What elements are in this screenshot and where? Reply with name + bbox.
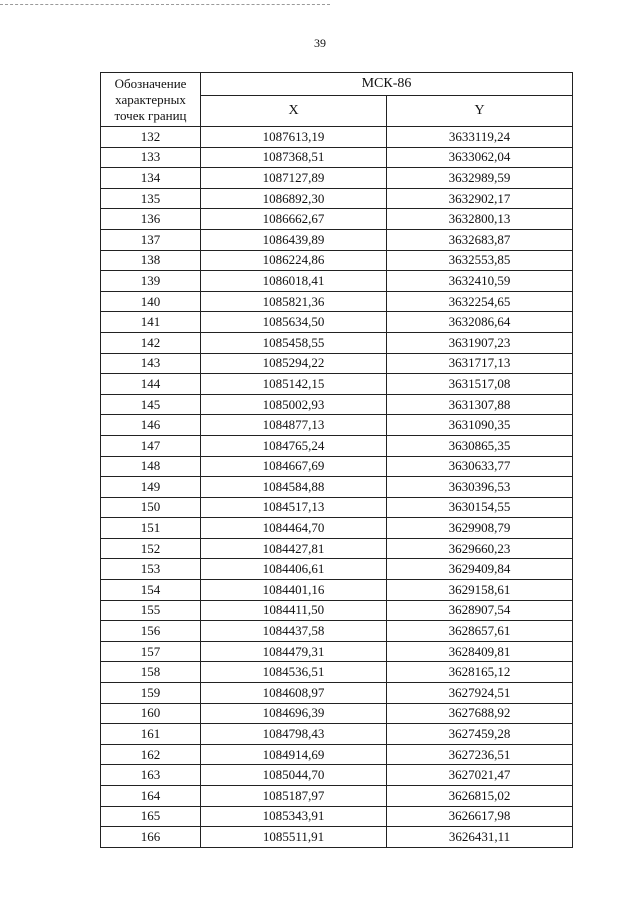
point-id-cell: 166 xyxy=(101,827,201,848)
point-id-cell: 144 xyxy=(101,374,201,395)
x-cell: 1085458,55 xyxy=(201,332,387,353)
x-cell: 1084464,70 xyxy=(201,518,387,539)
point-label-header: Обозначение характерных точек границ xyxy=(101,73,201,127)
y-cell: 3631307,88 xyxy=(387,394,573,415)
table-row xyxy=(101,477,573,498)
table-row xyxy=(101,621,573,642)
y-cell: 3631907,23 xyxy=(387,332,573,353)
x-cell: 1084437,58 xyxy=(201,621,387,642)
page-number: 39 xyxy=(314,36,326,50)
x-cell: 1084401,16 xyxy=(201,580,387,601)
x-cell: 1084877,13 xyxy=(201,415,387,436)
table-row xyxy=(101,209,573,230)
x-cell: 1087613,19 xyxy=(201,127,387,148)
x-cell: 1086662,67 xyxy=(201,209,387,230)
x-cell: 1084536,51 xyxy=(201,662,387,683)
table-row xyxy=(101,806,573,827)
table-row xyxy=(101,394,573,415)
table-row xyxy=(101,683,573,704)
x-cell: 1085142,15 xyxy=(201,374,387,395)
x-cell: 1084406,61 xyxy=(201,559,387,580)
point-id-cell: 139 xyxy=(101,271,201,292)
table-row xyxy=(101,435,573,456)
table-row xyxy=(101,641,573,662)
y-cell: 3628165,12 xyxy=(387,662,573,683)
point-id-cell: 143 xyxy=(101,353,201,374)
x-cell: 1085511,91 xyxy=(201,827,387,848)
table-row xyxy=(101,827,573,848)
table-row xyxy=(101,497,573,518)
x-cell: 1085821,36 xyxy=(201,291,387,312)
y-cell: 3632553,85 xyxy=(387,250,573,271)
table-row xyxy=(101,312,573,333)
table-row xyxy=(101,353,573,374)
y-cell: 3630633,77 xyxy=(387,456,573,477)
point-id-cell: 163 xyxy=(101,765,201,786)
point-id-cell: 140 xyxy=(101,291,201,312)
table-row xyxy=(101,518,573,539)
y-cell: 3632086,64 xyxy=(387,312,573,333)
point-id-cell: 158 xyxy=(101,662,201,683)
table-row xyxy=(101,538,573,559)
x-cell: 1084765,24 xyxy=(201,435,387,456)
y-cell: 3626431,11 xyxy=(387,827,573,848)
y-cell: 3631090,35 xyxy=(387,415,573,436)
y-cell: 3629409,84 xyxy=(387,559,573,580)
table-row xyxy=(101,332,573,353)
y-cell: 3629158,61 xyxy=(387,580,573,601)
table-row xyxy=(101,600,573,621)
table-row xyxy=(101,188,573,209)
y-cell: 3632800,13 xyxy=(387,209,573,230)
y-cell: 3627688,92 xyxy=(387,703,573,724)
y-cell: 3626617,98 xyxy=(387,806,573,827)
x-cell: 1084479,31 xyxy=(201,641,387,662)
table-row xyxy=(101,291,573,312)
y-cell: 3629660,23 xyxy=(387,538,573,559)
x-cell: 1084914,69 xyxy=(201,744,387,765)
x-cell: 1085634,50 xyxy=(201,312,387,333)
y-cell: 3631717,13 xyxy=(387,353,573,374)
table-row xyxy=(101,786,573,807)
x-cell: 1084608,97 xyxy=(201,683,387,704)
y-cell: 3628657,61 xyxy=(387,621,573,642)
coordinates-table xyxy=(100,72,573,848)
point-id-cell: 154 xyxy=(101,580,201,601)
y-cell: 3632902,17 xyxy=(387,188,573,209)
x-cell: 1087127,89 xyxy=(201,168,387,189)
y-cell: 3632989,59 xyxy=(387,168,573,189)
point-id-cell: 136 xyxy=(101,209,201,230)
point-id-cell: 134 xyxy=(101,168,201,189)
point-id-cell: 145 xyxy=(101,394,201,415)
point-id-cell: 164 xyxy=(101,786,201,807)
x-cell: 1086439,89 xyxy=(201,229,387,250)
point-id-cell: 161 xyxy=(101,724,201,745)
y-cell: 3630154,55 xyxy=(387,497,573,518)
table-row xyxy=(101,580,573,601)
table-row xyxy=(101,703,573,724)
table-row xyxy=(101,271,573,292)
x-cell: 1085044,70 xyxy=(201,765,387,786)
x-cell: 1085187,97 xyxy=(201,786,387,807)
x-cell: 1085002,93 xyxy=(201,394,387,415)
table-row xyxy=(101,168,573,189)
y-cell: 3627021,47 xyxy=(387,765,573,786)
table-row xyxy=(101,147,573,168)
point-id-cell: 155 xyxy=(101,600,201,621)
x-cell: 1084667,69 xyxy=(201,456,387,477)
coordinate-system-header: МСК-86 xyxy=(201,73,573,96)
y-cell: 3627924,51 xyxy=(387,683,573,704)
table-row xyxy=(101,724,573,745)
point-id-cell: 146 xyxy=(101,415,201,436)
table-row xyxy=(101,250,573,271)
table-row xyxy=(101,744,573,765)
table-row xyxy=(101,765,573,786)
table-row xyxy=(101,127,573,148)
x-cell: 1084696,39 xyxy=(201,703,387,724)
point-id-cell: 151 xyxy=(101,518,201,539)
point-id-cell: 157 xyxy=(101,641,201,662)
y-cell: 3628409,81 xyxy=(387,641,573,662)
table-row xyxy=(101,415,573,436)
x-cell: 1086018,41 xyxy=(201,271,387,292)
x-cell: 1086892,30 xyxy=(201,188,387,209)
y-cell: 3629908,79 xyxy=(387,518,573,539)
y-cell: 3632410,59 xyxy=(387,271,573,292)
y-cell: 3627459,28 xyxy=(387,724,573,745)
table-row xyxy=(101,229,573,250)
y-cell: 3627236,51 xyxy=(387,744,573,765)
point-id-cell: 149 xyxy=(101,477,201,498)
table-row xyxy=(101,662,573,683)
point-id-cell: 133 xyxy=(101,147,201,168)
table-row xyxy=(101,559,573,580)
x-cell: 1084584,88 xyxy=(201,477,387,498)
y-cell: 3628907,54 xyxy=(387,600,573,621)
y-cell: 3630396,53 xyxy=(387,477,573,498)
point-id-cell: 138 xyxy=(101,250,201,271)
table-row xyxy=(101,456,573,477)
x-header: X xyxy=(201,96,387,127)
y-header: Y xyxy=(387,96,573,127)
y-cell: 3630865,35 xyxy=(387,435,573,456)
point-id-cell: 165 xyxy=(101,806,201,827)
top-rule xyxy=(0,4,330,5)
x-cell: 1084427,81 xyxy=(201,538,387,559)
point-id-cell: 142 xyxy=(101,332,201,353)
point-id-cell: 147 xyxy=(101,435,201,456)
point-id-cell: 137 xyxy=(101,229,201,250)
y-cell: 3632254,65 xyxy=(387,291,573,312)
x-cell: 1084798,43 xyxy=(201,724,387,745)
point-id-cell: 162 xyxy=(101,744,201,765)
x-cell: 1085343,91 xyxy=(201,806,387,827)
point-id-cell: 141 xyxy=(101,312,201,333)
y-cell: 3633119,24 xyxy=(387,127,573,148)
y-cell: 3633062,04 xyxy=(387,147,573,168)
y-cell: 3626815,02 xyxy=(387,786,573,807)
point-id-cell: 159 xyxy=(101,683,201,704)
x-cell: 1087368,51 xyxy=(201,147,387,168)
table-row xyxy=(101,374,573,395)
point-id-cell: 160 xyxy=(101,703,201,724)
point-id-cell: 152 xyxy=(101,538,201,559)
point-id-cell: 135 xyxy=(101,188,201,209)
table-body xyxy=(101,127,573,848)
y-cell: 3631517,08 xyxy=(387,374,573,395)
point-id-cell: 150 xyxy=(101,497,201,518)
x-cell: 1084411,50 xyxy=(201,600,387,621)
point-id-cell: 132 xyxy=(101,127,201,148)
point-id-cell: 148 xyxy=(101,456,201,477)
point-id-cell: 156 xyxy=(101,621,201,642)
x-cell: 1084517,13 xyxy=(201,497,387,518)
x-cell: 1086224,86 xyxy=(201,250,387,271)
x-cell: 1085294,22 xyxy=(201,353,387,374)
y-cell: 3632683,87 xyxy=(387,229,573,250)
point-id-cell: 153 xyxy=(101,559,201,580)
